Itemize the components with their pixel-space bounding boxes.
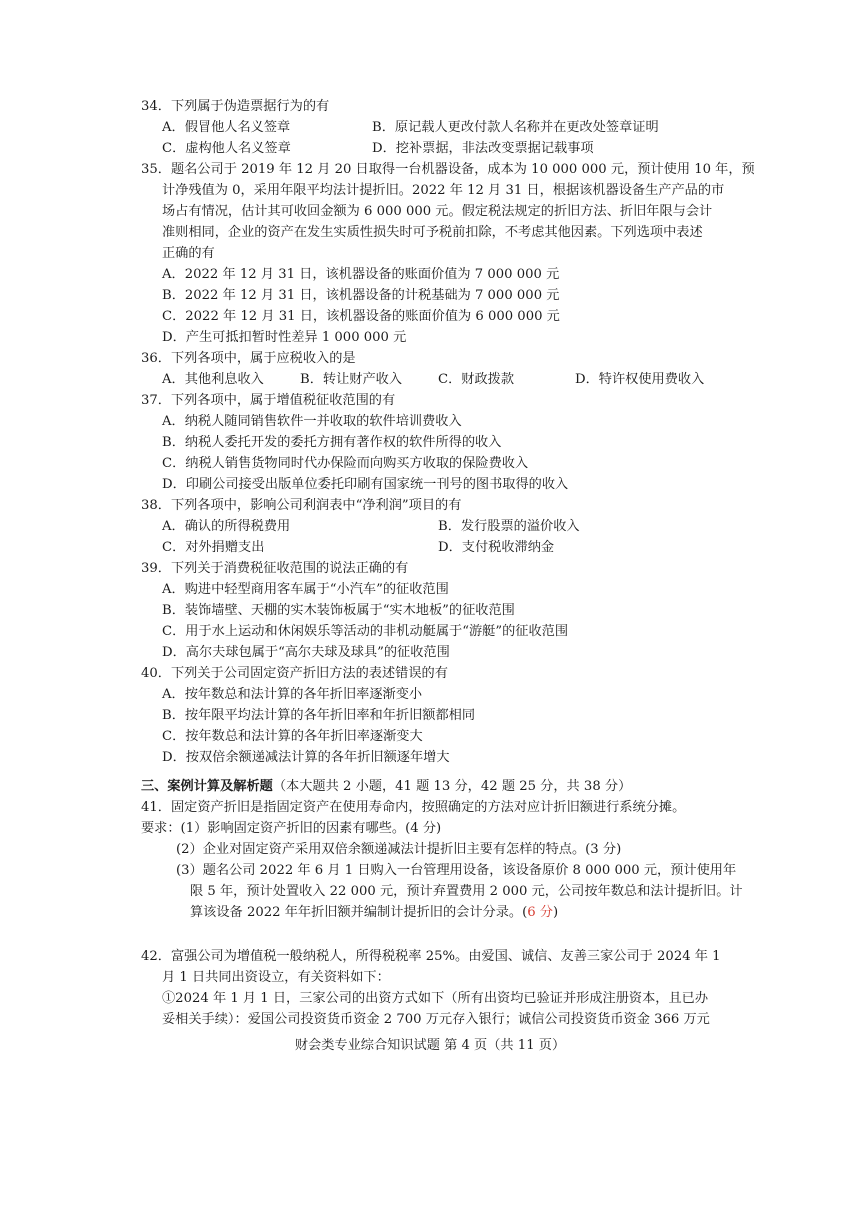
q38-option-c: C．对外捐赠支出 [162,540,265,555]
q36-option-d: D．特许权使用费收入 [575,372,705,387]
q35-line-4: 准则相同，企业的资产在发生实质性损失时可予税前扣除，不考虑其他因素。下列选项中表述 [162,225,703,240]
q42-line-1: 42．富强公司为增值税一般纳税人，所得税税率 25%。由爱国、诚信、友善三家公司于 2024 年 1 [141,949,721,964]
q39-option-d: D．高尔夫球包属于“高尔夫球及球具”的征收范围 [162,645,450,660]
q36-option-c: C．财政拨款 [438,372,515,387]
q40-option-a: A．按年数总和法计算的各年折旧率逐渐变小 [162,687,423,702]
q40-stem: 40．下列关于公司固定资产折旧方法的表述错误的有 [141,666,448,681]
q35-line-1: 35．题名公司于 2019 年 12 月 20 日取得一台机器设备，成本为 10 000 000 元，预计使用 10 年，预 [141,162,755,177]
q40-option-c: C．按年数总和法计算的各年折旧率逐渐变大 [162,729,423,744]
q35-option-a: A．2022 年 12 月 31 日，该机器设备的账面价值为 7 000 000 元 [162,267,560,282]
q37-option-a: A．纳税人随同销售软件一并收取的软件培训费收入 [162,414,462,429]
q38-option-d: D．支付税收滞纳金 [438,540,555,555]
q41-requirement-3-line-3 [190,904,558,922]
q35-line-2: 计净残值为 0，采用年限平均法计提折旧。2022 年 12 月 31 日，根据该机器设备生产产品的市 [162,183,725,198]
q41-requirement-3-line-1: (3）题名公司 2022 年 6 月 1 日购入一台管理用设备，该设备原价 8 000 000 元，预计使用年 [176,863,737,878]
q41-requirement-3-text: 算该设备 2022 年年折旧额并编制计提折旧的会计分录。( [190,905,528,920]
q41-score: 6 分 [527,905,553,920]
q41-requirement-1: 要求：(1）影响固定资产折旧的因素有哪些。(4 分) [141,821,442,836]
q38-option-a: A．确认的所得税费用 [162,519,291,534]
q38-option-b: B．发行股票的溢价收入 [438,519,580,534]
q40-option-d: D．按双倍余额递减法计算的各年折旧额逐年增大 [162,750,450,765]
section-3-title: 三、案例计算及解析题 [141,779,273,794]
q41-requirement-3-line-2: 限 5 年，预计处置收入 22 000 元，预计弃置费用 2 000 元，公司按年数总和法计提折旧。计 [190,884,743,899]
q35-line-5: 正确的有 [162,246,215,261]
q41-requirement-2: (2）企业对固定资产采用双倍余额递减法计提折旧主要有怎样的特点。(3 分) [176,842,622,857]
q34-stem: 34．下列属于伪造票据行为的有 [141,99,330,114]
section-3-heading [141,778,631,796]
q37-option-c: C．纳税人销售货物同时代办保险而向购买方收取的保险费收入 [162,456,529,471]
q34-option-c: C．虚构他人名义签章 [162,141,291,156]
q39-option-a: A．购进中轻型商用客车属于“小汽车”的征收范围 [162,582,449,597]
q42-line-4: 妥相关手续）：爱国公司投资货币资金 2 700 万元存入银行；诚信公司投资货币资金 366 万元 [162,1012,710,1027]
q39-option-b: B．装饰墙壁、天棚的实木装饰板属于“实木地板”的征收范围 [162,603,515,618]
q41-paren-close: ) [553,905,559,920]
q39-option-c: C．用于水上运动和休闲娱乐等活动的非机动艇属于“游艇”的征收范围 [162,624,569,639]
q38-stem: 38．下列各项中，影响公司利润表中“净利润”项目的有 [141,498,462,513]
q34-option-b: B．原记载人更改付款人名称并在更改处签章证明 [372,120,659,135]
q36-option-a: A．其他利息收入 [162,372,264,387]
q39-stem: 39．下列关于消费税征收范围的说法正确的有 [141,561,409,576]
q37-stem: 37．下列各项中，属于增值税征收范围的有 [141,393,396,408]
q34-option-a: A．假冒他人名义签章 [162,120,291,135]
q34-option-d: D．挖补票据，非法改变票据记载事项 [372,141,594,156]
page-footer: 财会类专业综合知识试题 第 4 页（共 11 页） [294,1038,566,1053]
q35-line-3: 场占有情况，估计其可收回金额为 6 000 000 元。假定税法规定的折旧方法、折旧年限与会计 [162,204,713,219]
q42-line-2: 月 1 日共同出资设立，有关资料如下： [162,970,390,985]
q36-stem: 36．下列各项中，属于应税收入的是 [141,351,356,366]
q35-option-d: D．产生可抵扣暂时性差异 1 000 000 元 [162,330,407,345]
q42-line-3: ①2024 年 1 月 1 日，三家公司的出资方式如下（所有出资均已验证并形成注册资本，且已办 [162,991,709,1006]
q37-option-d: D．印刷公司接受出版单位委托印刷有国家统一刊号的图书取得的收入 [162,477,569,492]
section-3-note: （本大题共 2 小题，41 题 13 分，42 题 25 分，共 38 分） [272,779,632,794]
q35-option-c: C．2022 年 12 月 31 日，该机器设备的账面价值为 6 000 000 元 [162,309,560,324]
q36-option-b: B．转让财产收入 [300,372,403,387]
q35-option-b: B．2022 年 12 月 31 日，该机器设备的计税基础为 7 000 000 元 [162,288,560,303]
q41-stem: 41．固定资产折旧是指固定资产在使用寿命内，按照确定的方法对应计折旧额进行系统分摊。 [141,800,686,815]
q40-option-b: B．按年限平均法计算的各年折旧率和年折旧额都相同 [162,708,476,723]
q37-option-b: B．纳税人委托开发的委托方拥有著作权的软件所得的收入 [162,435,502,450]
